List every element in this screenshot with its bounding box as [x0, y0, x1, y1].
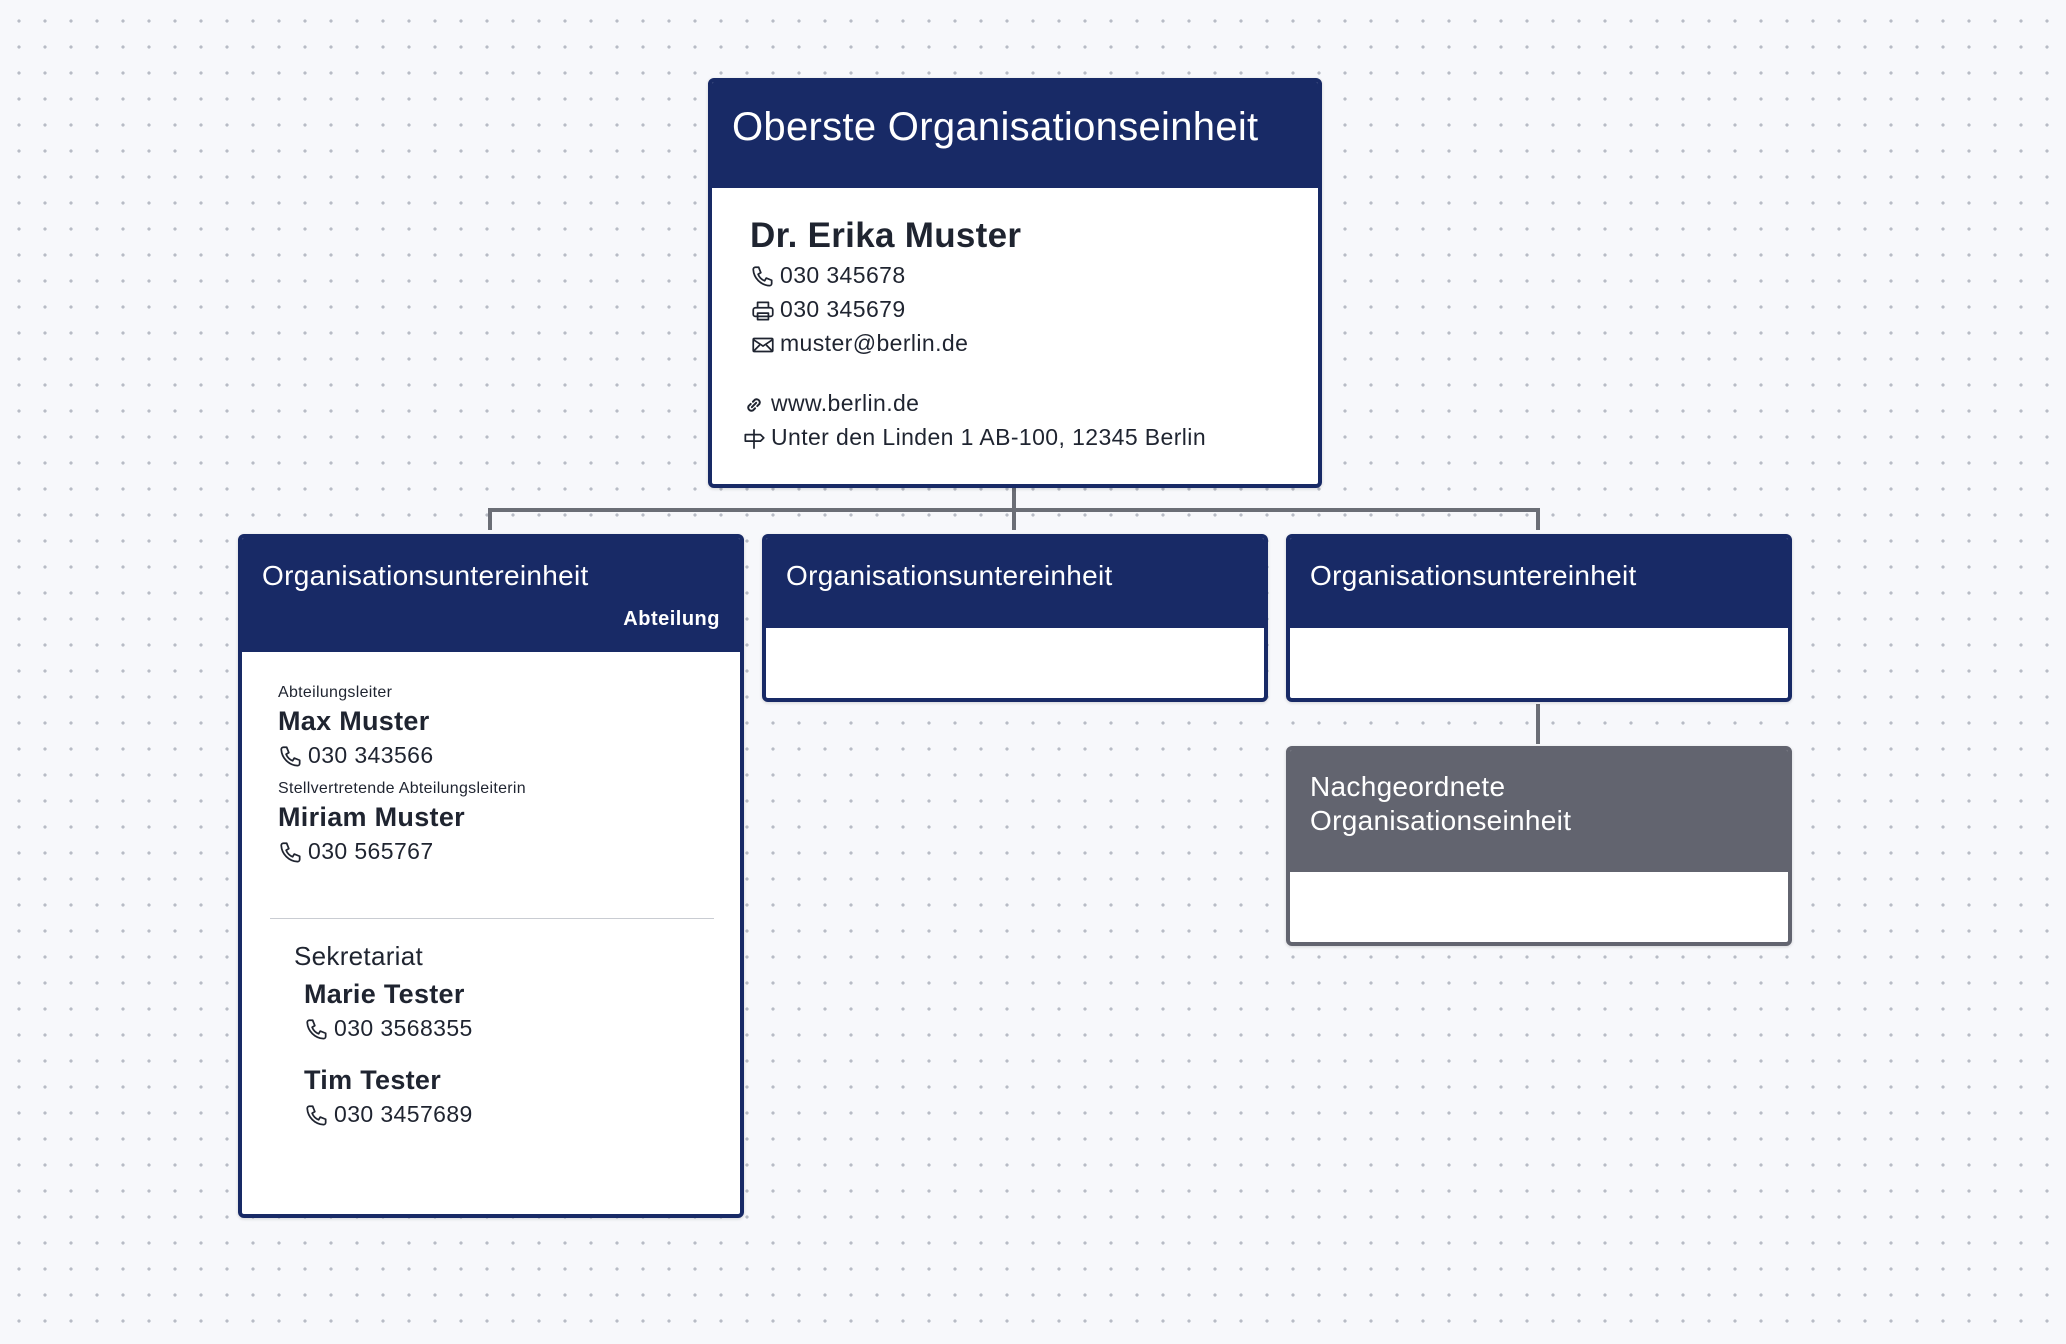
top-fax: 030 345679: [780, 296, 906, 322]
top-phone-row: [750, 258, 1318, 292]
top-unit-card[interactable]: [708, 78, 1322, 488]
deputy-name: Miriam Muster: [278, 802, 465, 832]
secretariat-phone-row-1: [304, 1011, 740, 1045]
phone-icon: [750, 264, 776, 290]
head-name: Max Muster: [278, 706, 430, 736]
phone-icon: [304, 1103, 330, 1129]
phone-icon: [304, 1017, 330, 1043]
head-role: Abteilungsleiter: [278, 684, 393, 701]
link-icon: [741, 392, 767, 418]
subordinate-unit-header: [1290, 750, 1788, 872]
top-email-row: [750, 326, 1318, 360]
secretariat-label: Sekretariat: [294, 941, 424, 971]
sub-unit-title-1: Organisationsuntereinheit: [262, 560, 589, 591]
secretariat-phone-row-2: [304, 1097, 740, 1131]
top-email[interactable]: muster@berlin.de: [780, 330, 969, 356]
sub-unit-header-3: [1290, 538, 1788, 628]
top-unit-body: [712, 188, 1318, 454]
secretariat-phone-2: 030 3457689: [334, 1101, 473, 1127]
unit-type-badge: Abteilung: [623, 608, 720, 630]
phone-icon: [278, 840, 304, 866]
head-phone-row: [278, 738, 740, 772]
printer-icon: [750, 298, 776, 324]
sub-unit-title-2: Organisationsuntereinheit: [786, 560, 1113, 591]
secretariat-name-2: Tim Tester: [304, 1065, 442, 1095]
top-address: Unter den Linden 1 AB-100, 12345 Berlin: [771, 424, 1207, 450]
top-web-row: [741, 386, 1318, 420]
top-unit-header: [712, 82, 1318, 188]
top-phone: 030 345678: [780, 262, 906, 288]
sub-unit-card-3[interactable]: [1286, 534, 1792, 702]
sub-unit-card-1[interactable]: [238, 534, 744, 1218]
top-fax-row: [750, 292, 1318, 326]
subordinate-title-line1: Nachgeordnete: [1310, 771, 1506, 802]
sub-unit-body-1: [242, 652, 740, 1131]
deputy-role: Stellvertretende Abteilungsleiterin: [278, 780, 526, 797]
secretariat-phone-1: 030 3568355: [334, 1015, 473, 1041]
sub-unit-card-2[interactable]: [762, 534, 1268, 702]
secretariat-name-1: Marie Tester: [304, 979, 465, 1009]
top-person-name: Dr. Erika Muster: [750, 216, 1022, 255]
sub-unit-header-1: [242, 538, 740, 652]
top-unit-title: Oberste Organisationseinheit: [732, 105, 1259, 149]
secretariat-list: [304, 977, 740, 1131]
subordinate-unit-card[interactable]: [1286, 746, 1792, 946]
phone-icon: [278, 744, 304, 770]
divider: [270, 918, 714, 919]
top-web[interactable]: www.berlin.de: [771, 390, 920, 416]
subordinate-title-line2: Organisationseinheit: [1310, 805, 1572, 836]
signpost-icon: [741, 426, 767, 452]
sub-unit-title-3: Organisationsuntereinheit: [1310, 560, 1637, 591]
sub-unit-header-2: [766, 538, 1264, 628]
deputy-phone: 030 565767: [308, 838, 434, 864]
head-phone: 030 343566: [308, 742, 434, 768]
mail-icon: [750, 332, 776, 358]
top-address-row: [741, 420, 1318, 454]
deputy-phone-row: [278, 834, 740, 868]
